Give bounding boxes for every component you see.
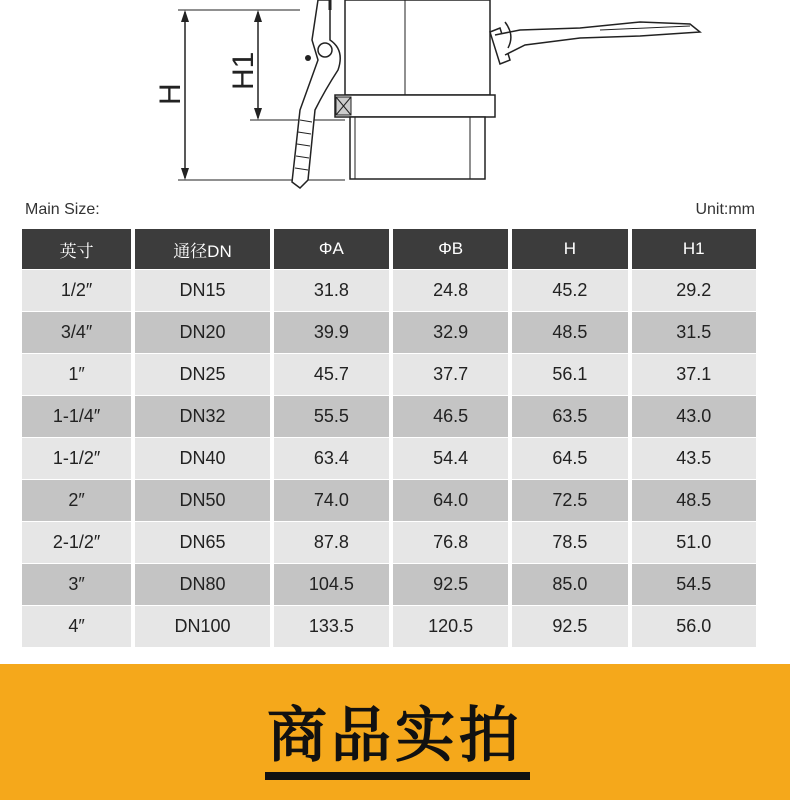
table-row [22,396,756,437]
cell-h1: 56.0 [632,606,756,647]
unit-label: Unit:mm [695,201,755,218]
cell-h1: 29.2 [632,270,756,311]
banner-title: 商品实拍 [267,701,523,771]
cell-phi-a: 55.5 [274,396,389,437]
banner-underline [265,772,530,780]
table-row [22,522,756,563]
cell-inch: 3″ [22,564,131,605]
cell-h: 78.5 [512,522,627,563]
cell-phi-b: 64.0 [393,480,508,521]
cell-dn: DN40 [135,438,270,479]
cell-h1: 48.5 [632,480,756,521]
cell-dn: DN100 [135,606,270,647]
cell-phi-a: 133.5 [274,606,389,647]
table-row [22,354,756,395]
cell-inch: 1-1/2″ [22,438,131,479]
column-header-phi-b: ΦB [393,229,508,269]
cell-phi-b: 54.4 [393,438,508,479]
cell-phi-a: 39.9 [274,312,389,353]
size-spec-table [18,228,760,648]
cell-h1: 43.0 [632,396,756,437]
table-row [22,270,756,311]
table-row [22,312,756,353]
cell-dn: DN65 [135,522,270,563]
cell-dn: DN32 [135,396,270,437]
cell-phi-a: 104.5 [274,564,389,605]
cell-phi-a: 74.0 [274,480,389,521]
cell-dn: DN20 [135,312,270,353]
cell-h: 72.5 [512,480,627,521]
cell-h: 63.5 [512,396,627,437]
column-header-h: H [512,229,627,269]
cell-phi-b: 46.5 [393,396,508,437]
cell-phi-b: 76.8 [393,522,508,563]
cell-phi-b: 92.5 [393,564,508,605]
cell-h1: 51.0 [632,522,756,563]
cell-inch: 2-1/2″ [22,522,131,563]
cell-phi-b: 120.5 [393,606,508,647]
cell-inch: 1″ [22,354,131,395]
cell-dn: DN15 [135,270,270,311]
cell-phi-b: 32.9 [393,312,508,353]
cell-phi-a: 63.4 [274,438,389,479]
cell-dn: DN80 [135,564,270,605]
table-row [22,564,756,605]
cell-h1: 54.5 [632,564,756,605]
cell-h: 85.0 [512,564,627,605]
dimension-h1-label: H1 [227,51,260,90]
cell-phi-a: 87.8 [274,522,389,563]
table-header-row [22,229,756,269]
cell-dn: DN25 [135,354,270,395]
table-row [22,606,756,647]
dimension-h-label: H [154,83,187,105]
coupling-technical-drawing [0,0,790,200]
cell-h1: 37.1 [632,354,756,395]
cell-h: 64.5 [512,438,627,479]
column-header-phi-a: ΦA [274,229,389,269]
table-row [22,438,756,479]
cell-h: 92.5 [512,606,627,647]
cell-h: 56.1 [512,354,627,395]
cell-phi-a: 45.7 [274,354,389,395]
cell-phi-a: 31.8 [274,270,389,311]
main-size-label: Main Size: [25,201,100,218]
column-header-dn: 通径DN [135,229,270,269]
cell-phi-b: 37.7 [393,354,508,395]
cell-phi-b: 24.8 [393,270,508,311]
cell-h: 45.2 [512,270,627,311]
column-header-h1: H1 [632,229,756,269]
cell-h1: 31.5 [632,312,756,353]
cell-inch: 2″ [22,480,131,521]
cell-inch: 1-1/4″ [22,396,131,437]
cell-inch: 1/2″ [22,270,131,311]
cell-inch: 3/4″ [22,312,131,353]
cell-dn: DN50 [135,480,270,521]
column-header-inch: 英寸 [22,229,131,269]
cell-inch: 4″ [22,606,131,647]
cell-h: 48.5 [512,312,627,353]
table-row [22,480,756,521]
cell-h1: 43.5 [632,438,756,479]
